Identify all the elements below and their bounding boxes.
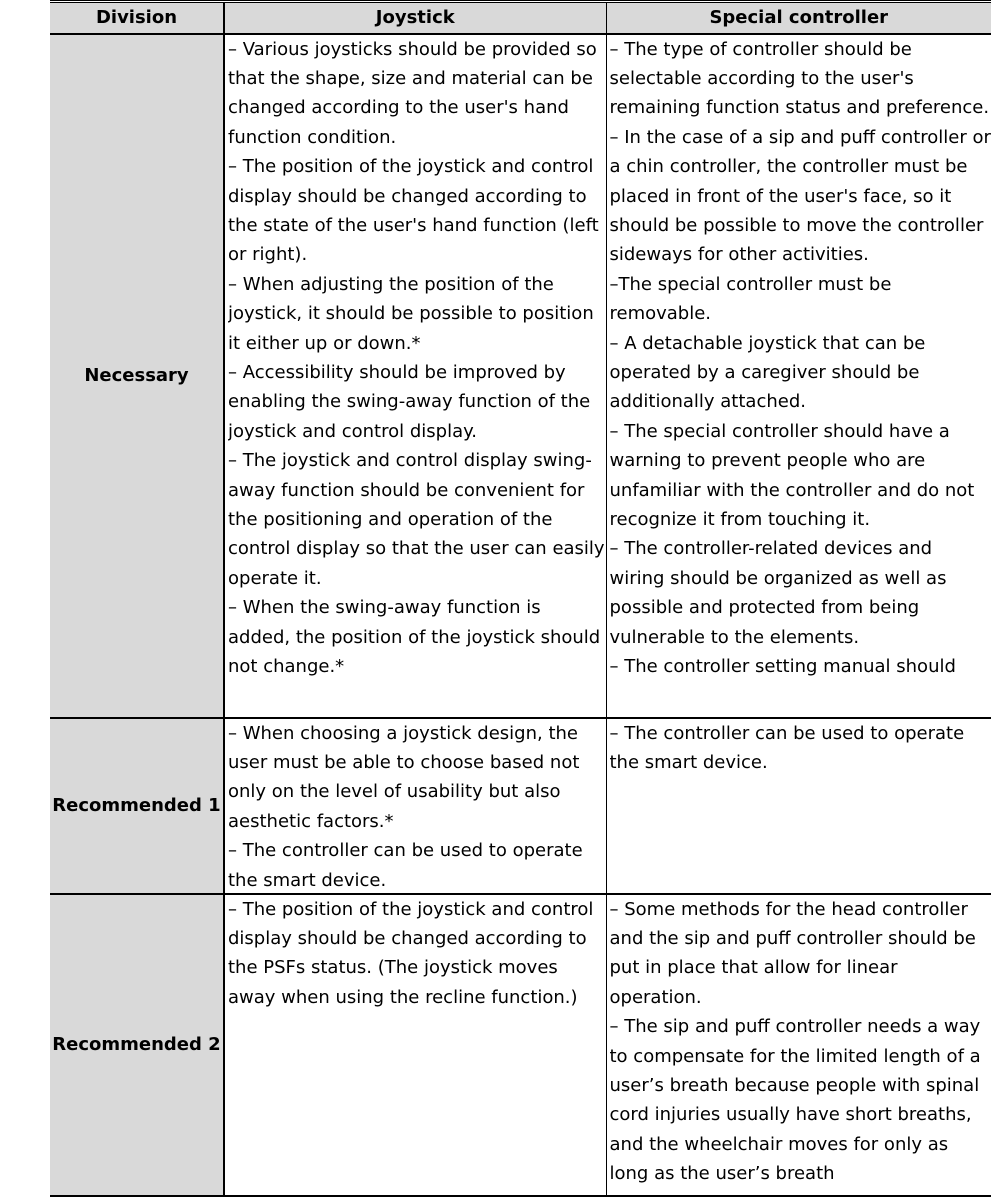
joystick-cell [224,718,606,894]
header-special-controller: Special controller [606,2,991,34]
joystick-cell [224,894,606,1196]
header-division: Division [50,2,224,34]
table-row-necessary [50,34,991,718]
table-header-row [50,2,991,34]
header-joystick: Joystick [224,2,606,34]
joystick-text: – When choosing a joystick design, the user must be able to choose based not only on the level of usability but also aesthetic factors.* – The controller can be used to operate the smart device. [228,722,583,891]
special-controller-text: – Some methods for the head controller and the sip and puff controller should be put in place that allow for linear operation. – The sip and puff controller needs a way to compensate for the limited length of a user’s breath because people with spinal cord injuries usually have short breaths, and the wheelchair moves for only as long as the user’s breath [609,898,981,1185]
special-controller-cell [606,894,991,1196]
joystick-text: – The position of the joystick and control display should be changed according to the PSFs status. (The joystick moves away when using the recline function.) [228,898,594,1008]
requirements-table [50,0,991,1197]
special-controller-text: – The type of controller should be selectable according to the user's remaining function status and preference. – In the case of a sip and puff controller or a chin controller, the controller must be placed in front of the user's face, so it should be possible to move the controller sideways for other activities. –The special controller must be removable. – A detachable joystick that can be operated by a caregiver should be additionally attached. – The special controller should have a warning to prevent people who are unfamiliar with the controller and do not recognize it from touching it. – The controller-related devices and wiring should be organized as well as possible and protected from being vulnerable to the elements. – The controller setting manual should [609,38,991,678]
division-cell: Recommended 1 [50,718,224,894]
special-controller-text: – The controller can be used to operate the smart device. [609,722,965,773]
joystick-cell [224,34,606,718]
joystick-text: – Various joysticks should be provided so that the shape, size and material can be changed according to the user's hand function condition. – The position of the joystick and control display should be changed according to the state of the user's hand function (left or right). – When adjusting the position of the joystick, it should be possible to position it either up or down.* – Accessibility should be improved by enabling the swing-away function of the joystick and control display. – The joystick and control display swing-away function should be convenient for the positioning and operation of the control display so that the user can easily operate it. – When the swing-away function is added, the position of the joystick should not change.* [228,38,605,678]
special-controller-cell [606,718,991,894]
special-controller-cell [606,34,991,718]
division-cell: Necessary [50,34,224,718]
division-cell: Recommended 2 [50,894,224,1196]
table-row-recommended-1 [50,718,991,894]
table-row-recommended-2 [50,894,991,1196]
requirements-table-wrapper [50,0,991,1197]
